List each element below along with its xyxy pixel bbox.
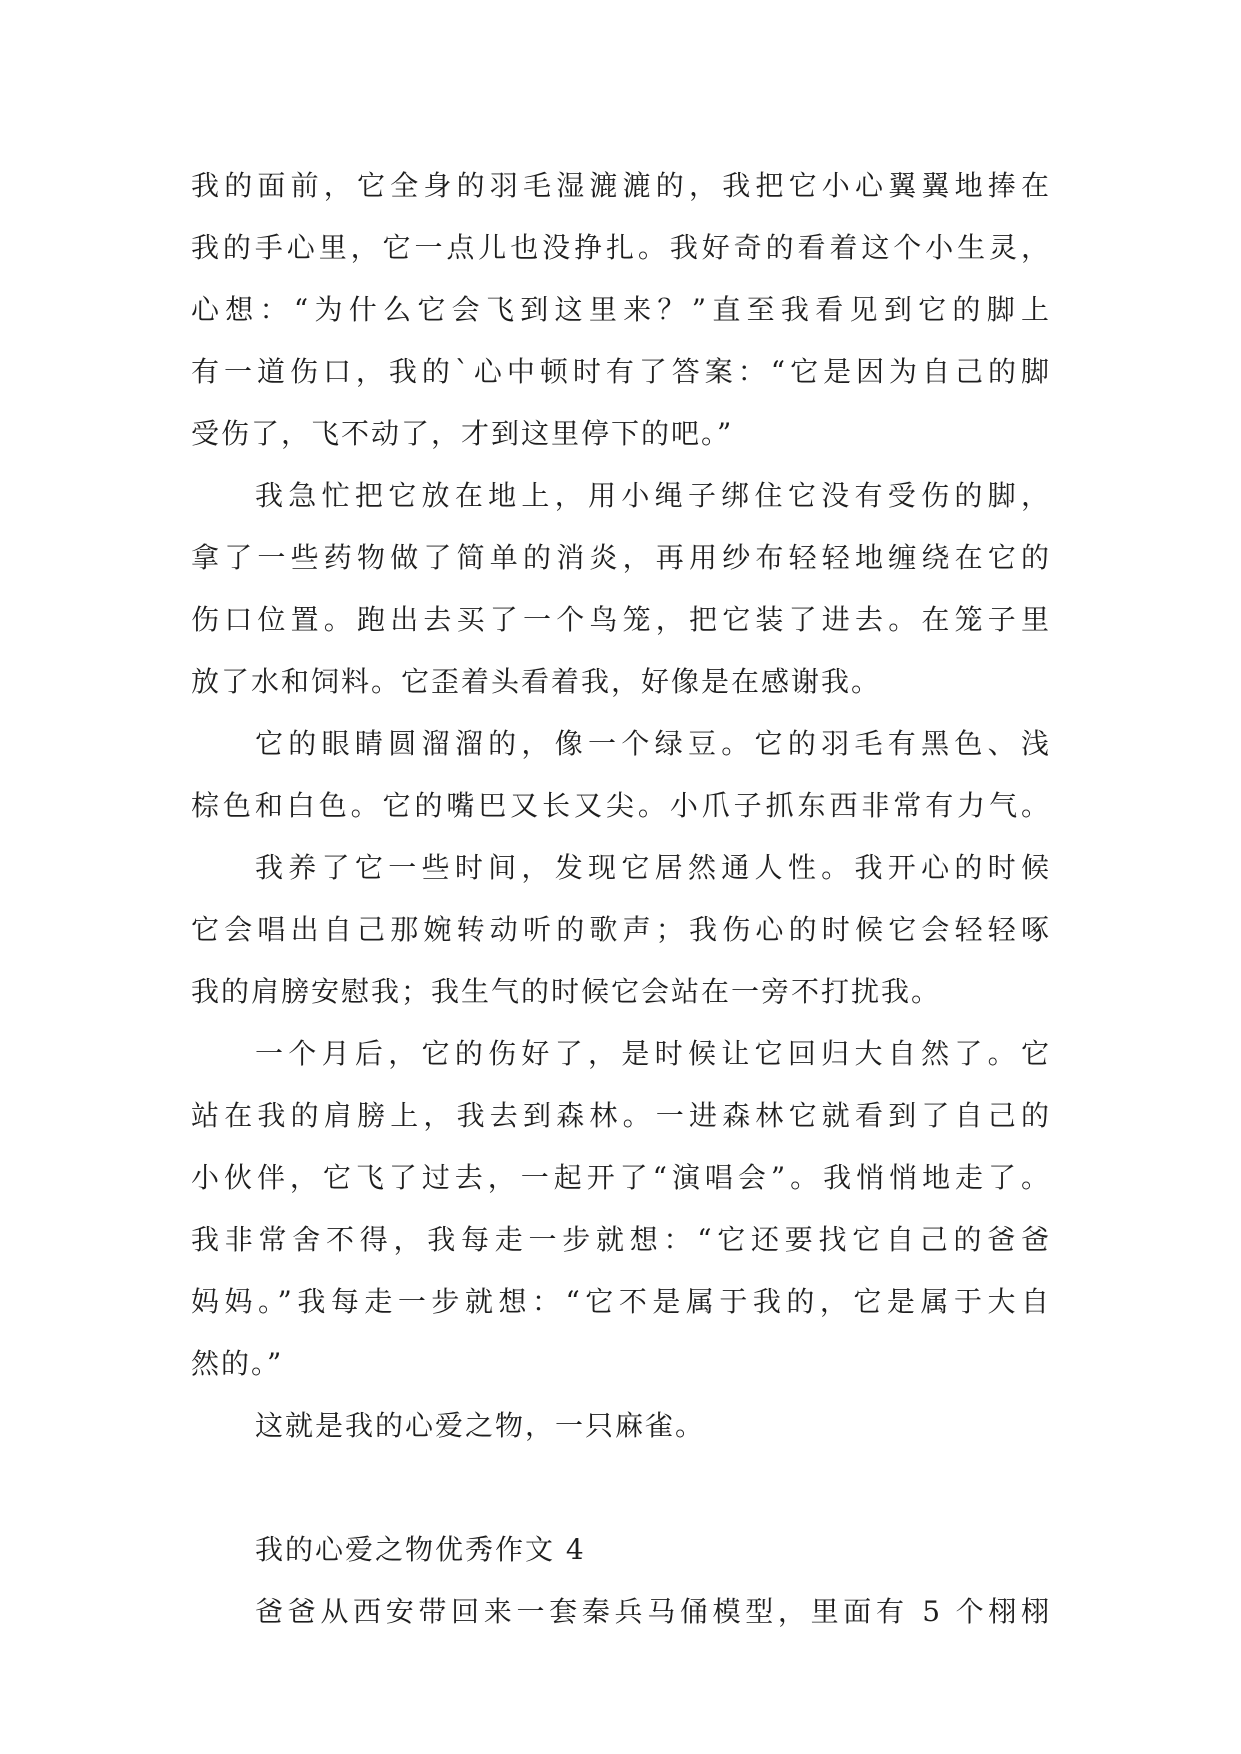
section-heading: 我的心爱之物优秀作文 4	[255, 1533, 586, 1566]
paragraph-first-line: 爸爸从西安带回来一套秦兵马俑模型，里面有 5 个栩栩	[255, 1595, 1051, 1628]
text-line: 它会唱出自己那婉转动听的歌声；我伤心的时候它会轻轻啄	[191, 913, 1051, 946]
section-gap	[191, 1457, 1051, 1519]
paragraph-first-line: 一个月后，它的伤好了，是时候让它回归大自然了。它	[255, 1037, 1051, 1070]
text-line: 心想：“为什么它会飞到这里来？”直至我看见到它的脚上	[191, 293, 1051, 326]
text-line: 棕色和白色。它的嘴巴又长又尖。小爪子抓东西非常有力气。	[191, 789, 1051, 822]
paragraph-first-line: 它的眼睛圆溜溜的，像一个绿豆。它的羽毛有黑色、浅	[255, 727, 1051, 760]
text-line: 放了水和饲料。它歪着头看着我，好像是在感谢我。	[191, 665, 882, 698]
essay-body	[191, 155, 1051, 1643]
text-line: 我的肩膀安慰我；我生气的时候它会站在一旁不打扰我。	[191, 975, 942, 1008]
text-line: 然的。”	[191, 1347, 284, 1380]
paragraph-first-line: 这就是我的心爱之物，一只麻雀。	[255, 1409, 706, 1442]
text-line: 小伙伴，它飞了过去，一起开了“演唱会”。我悄悄地走了。	[191, 1161, 1051, 1194]
text-line: 我非常舍不得，我每走一步就想：“它还要找它自己的爸爸	[191, 1223, 1051, 1256]
text-line: 站在我的肩膀上，我去到森林。一进森林它就看到了自己的	[191, 1099, 1051, 1132]
text-line: 受伤了，飞不动了，才到这里停下的吧。”	[191, 417, 734, 450]
paragraph-first-line: 我养了它一些时间，发现它居然通人性。我开心的时候	[255, 851, 1051, 884]
text-line: 妈妈。”我每走一步就想：“它不是属于我的，它是属于大自	[191, 1285, 1051, 1318]
text-line: 伤口位置。跑出去买了一个鸟笼，把它装了进去。在笼子里	[191, 603, 1051, 636]
text-line: 有一道伤口，我的`心中顿时有了答案：“它是因为自己的脚	[191, 355, 1051, 388]
text-line: 我的手心里，它一点儿也没挣扎。我好奇的看着这个小生灵，	[191, 231, 1051, 264]
text-line: 我的面前，它全身的羽毛湿漉漉的，我把它小心翼翼地捧在	[191, 169, 1051, 202]
text-line: 拿了一些药物做了简单的消炎，再用纱布轻轻地缠绕在它的	[191, 541, 1051, 574]
paragraph-first-line: 我急忙把它放在地上，用小绳子绑住它没有受伤的脚，	[255, 479, 1051, 512]
